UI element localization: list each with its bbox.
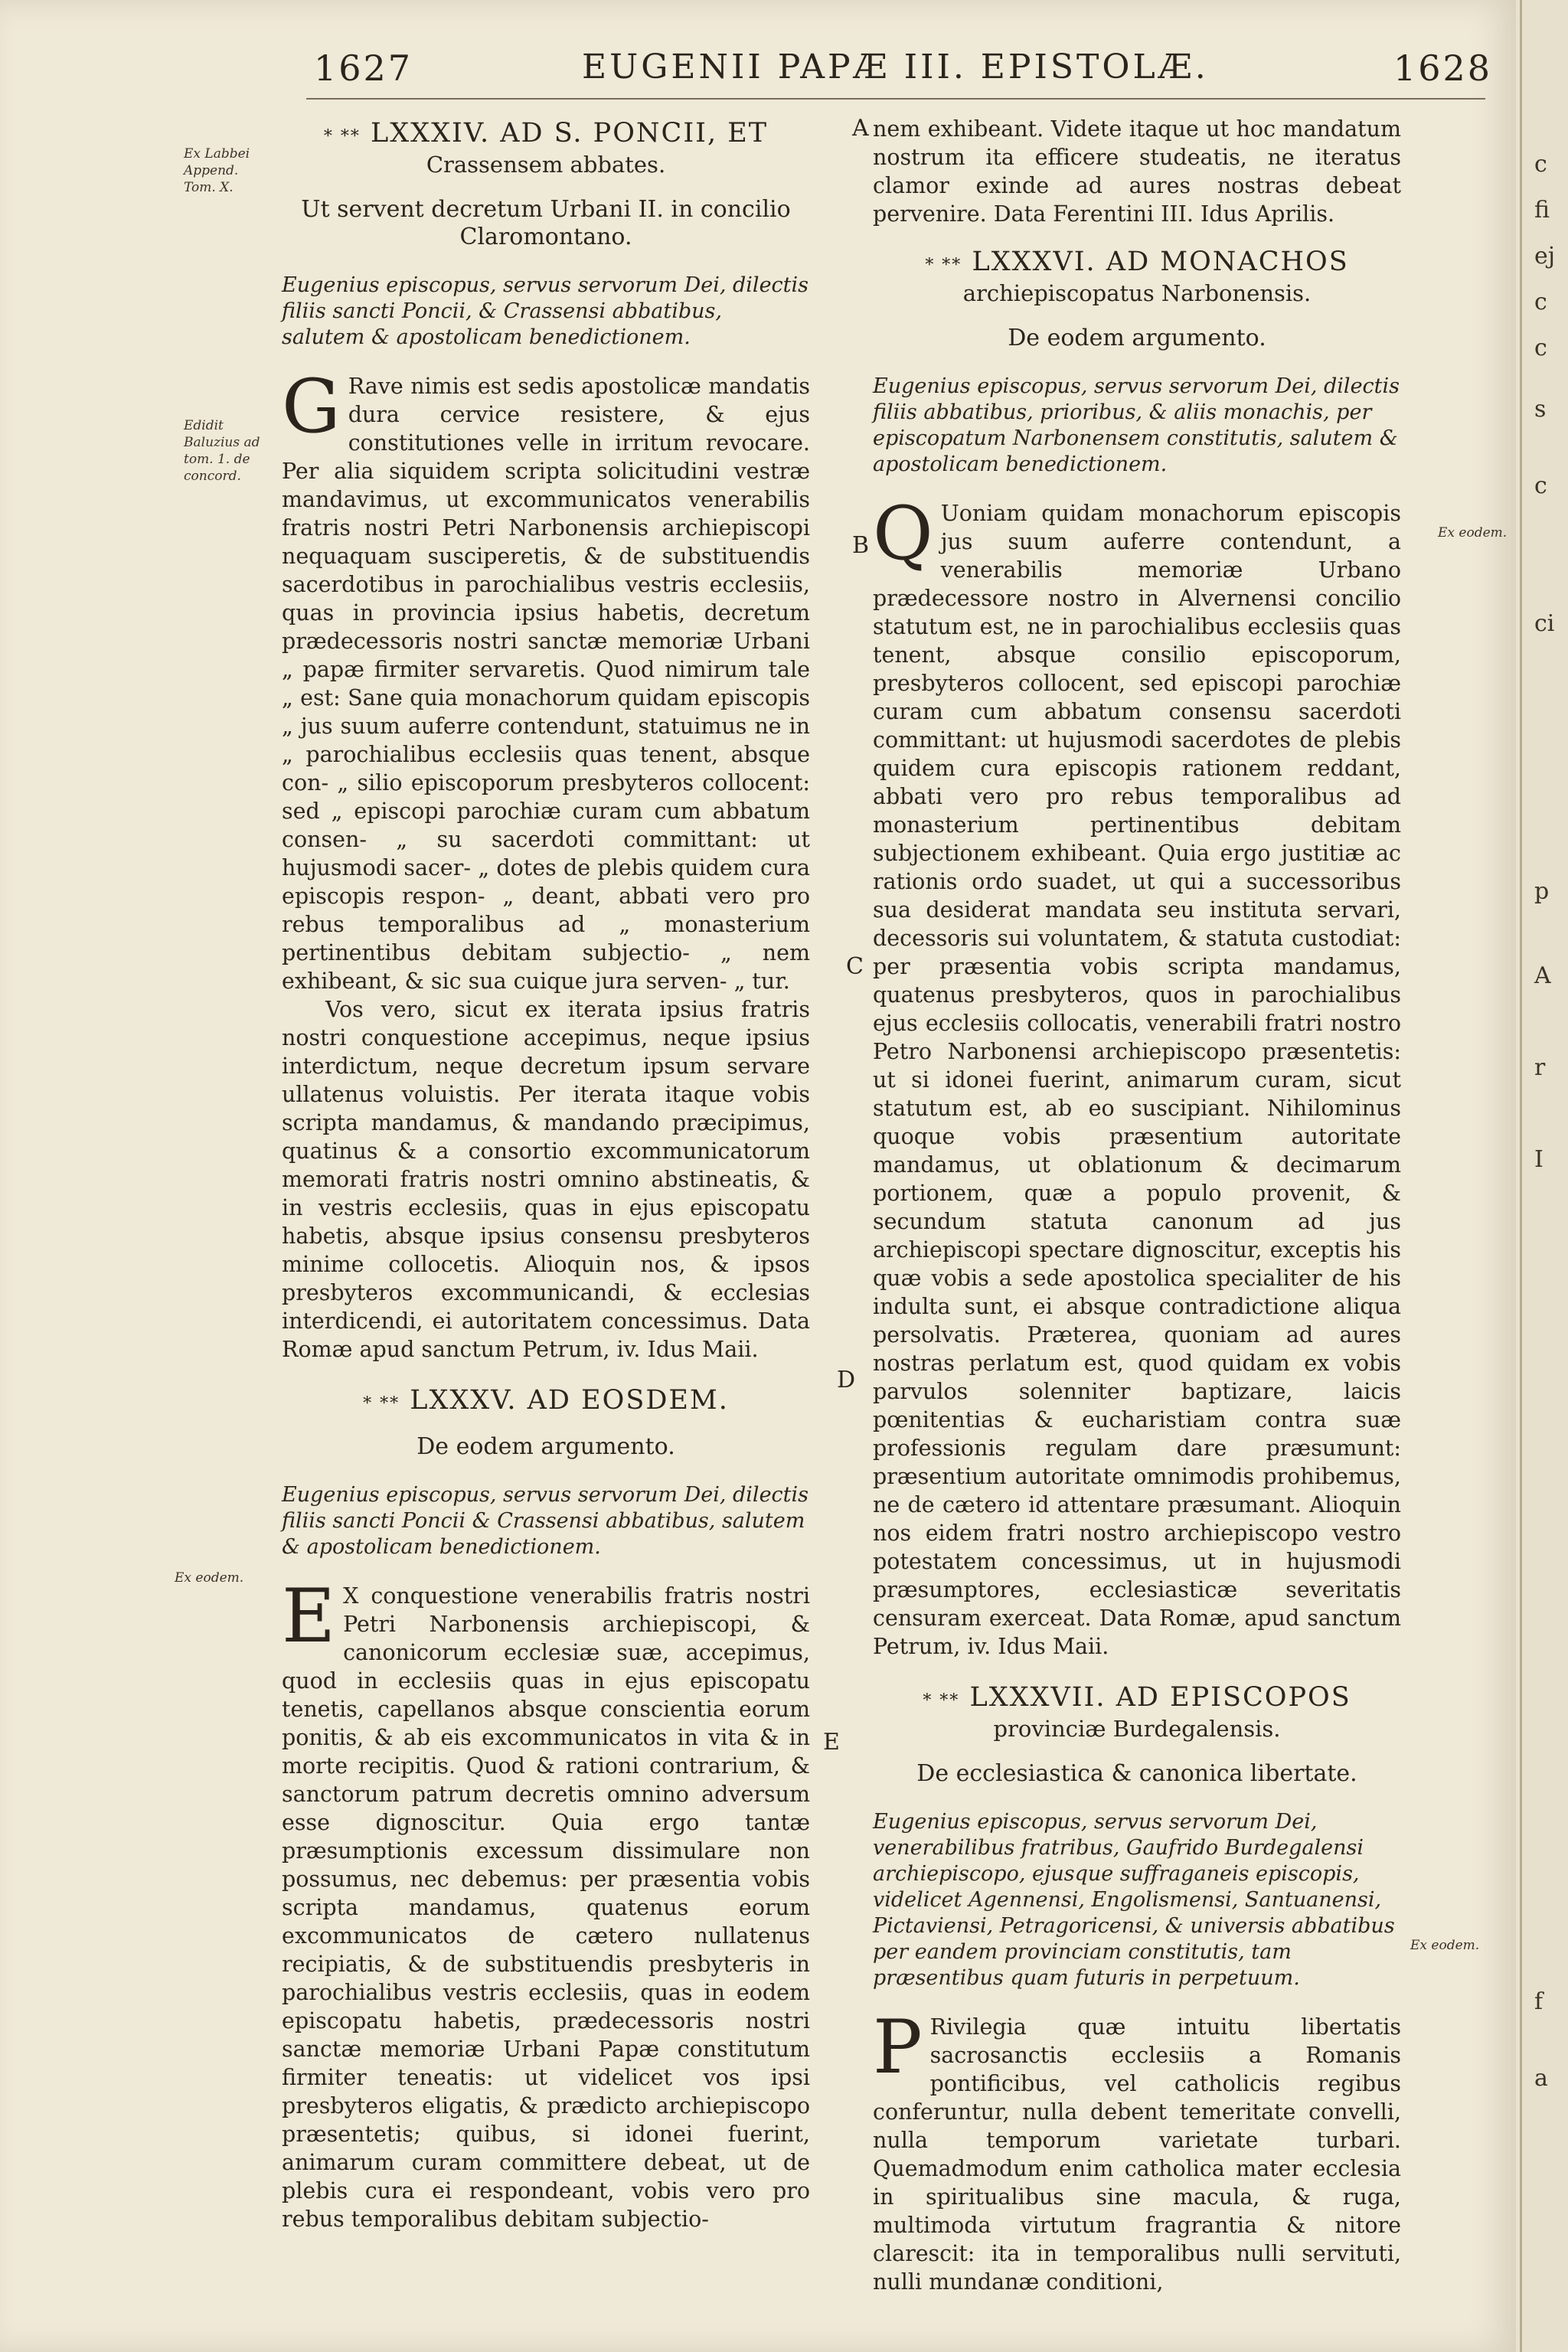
section-letter-c: C — [846, 953, 864, 980]
epistle-86-address: Eugenius episcopus, servus servorum Dei, dilectis filiis abbatibus, prioribus, & aliis monachis, per episcopatum Narbonensem constitutis, salutem & apostolicam benedictionem. — [873, 374, 1400, 476]
epistle-86-subtitle: archiepiscopatus Narbonensis. — [962, 280, 1312, 306]
epistle-84-body — [282, 364, 810, 1364]
epistle-87-paragraph: Rivilegia quæ intuitu libertatis sacrosanctis ecclesiis a Romanis pontificibus, vel catholicis regibus conferuntur, nulla debent temeritate convelli, nulla temporum varietate turbari. Quemadmodum enim catholica mater ecclesia in spiritualibus sine macula, & ruga, multimoda virtutum fragrantia & nitore clarescit: ita in temporalibus nulli servituti, nulli mundanæ conditioni, — [873, 2014, 1401, 2295]
drop-cap-q: Q — [873, 491, 933, 577]
margin-note-source: Ex Labbei Append. Tom. X. — [184, 146, 250, 195]
fragment-7: c — [1534, 472, 1547, 499]
epistle-84-summary: Ut servent decretum Urbani II. in concilio Claromontano. — [301, 196, 791, 250]
epistle-87-body — [873, 2004, 1401, 2296]
page-number-left: 1627 — [314, 47, 413, 89]
margin-note-ex-eodem-right-2: Ex eodem. — [1410, 1938, 1480, 1953]
fragment-4: c — [1534, 289, 1547, 315]
epistle-87-address: Eugenius episcopus, servus servorum Dei, venerabilibus fratribus, Gaufrido Burdegalensi archiepiscopo, ejusque suffraganeis episcopis, videlicet Agennensi, Engolismensi, Santuanensi, Pictaviensi, Petragoricensi, & universis abbatibus per eandem provinciam constitutis, tam præsentibus quam futuris in perpetuum. — [873, 1810, 1395, 1990]
section-letter-a: A — [852, 115, 869, 142]
epistle-86-body — [873, 491, 1401, 1661]
epistle-87-summary: De ecclesiastica & canonica libertate. — [916, 1760, 1357, 1787]
facing-page-edge — [1520, 0, 1568, 2352]
right-column — [873, 115, 1401, 2319]
epistle-86-paragraph: Uoniam quidam monachorum episcopis jus suum auferre contendunt, a venerabilis memoriæ Urbano prædecessore nostro in Alvernensi concilio statutum est, ne in parochialibus ecclesiis quas tenent, absque consilio episcoporum, presbyteros collocent, sed episcopi parochiæ curam cum abbatum consensu sacerdoti committant: ut hujusmodi sacerdotes de plebis quidem cura episcopis rationem reddant, abbati vero pro rebus temporalibus ad monasterium pertinentibus debitam subjectionem exhibeant. Quia ergo justitiæ ac rationis ordo suadet, ut qui a successoribus sua desiderat mandata seu instituta servari, decessoris sui voluntatem, & statuta custodiat: per præsentia vobis scripta mandamus, quatenus presbyteros, quos in parochialibus ejus ecclesiis collocatis, venerabili fratri nostro Petro Narbonensi archiepiscopo præsentetis: ut si idonei fuerint, animarum curam, sicut statutum est, ab eo suscipiant. Nihilominus quoque vobis præsentium autoritate mandamus, ut oblationum & decimarum portionem, quæ a populo provenit, & secundum statuta canonum ad jus archiepiscopi spectare dignoscitur, exceptis his quæ vobis a sede apostolica specialiter de his indulta sunt, ei absque contradictione aliqua persolvatis. Præterea, quoniam ad aures nostras perlatum est, quod quidam ex vobis parvulos solenniter baptizare, laicis pœnitentias & eucharistiam contra suæ professionis regulam dare præsumunt: præsentium autoritate omnimodis prohibemus, ne de cætero id attentare præsumant. Alioquin nos eidem fratri nostro archiepiscopo vestro potestatem concessimus, ut in hujusmodi præsumptores, ecclesiasticæ severitatis censuram exerceat. Data Romæ, apud sanctum Petrum, iv. Idus Maii. — [873, 501, 1401, 1659]
fragment-8: ci — [1534, 610, 1555, 637]
fragment-3: ej — [1534, 243, 1556, 270]
margin-note-edidit: Edidit Baluzius ad tom. 1. de concord. — [184, 418, 260, 484]
epistle-84-paragraph-1: Rave nimis est sedis apostolicæ mandatis dura cervice resistere, & ejus constitutiones velle in irritum revocare. Per alia siquidem scripta solicitudini vestræ mandavimus, ut excommunicatos venerabilis fratris nostri Petri Narbonensis archiepiscopi nequaquam susciperetis, & de substituendis sacerdotibus in parochialibus vestris ecclesiis, quas in provincia ipsius habetis, decretum prædecessoris nostri sanctæ memoriæ Urbani „ papæ firmiter servaretis. Quod nimirum tale „ est: Sane quia monachorum quidam episcopis „ jus suum auferre contendunt, statuimus ne in „ parochialibus ecclesiis quas tenent, absque con- „ silio episcoporum presbyteros collocent: sed „ episcopi parochiæ curam cum abbatum consen- „ su sacerdoti committant: ut hujusmodi sacer- „ dotes de plebis quidem cura episcopis respon- „ deant, abbati vero pro rebus temporalibus ad „ monasterium pertinentibus debitam subjectio- „ nem exhibeant, & sic sua cuique jura serven- „ tur. — [282, 374, 810, 994]
epistle-86-title: * ** LXXXVI. AD MONACHOS — [925, 247, 1349, 277]
fragment-9: p — [1534, 878, 1550, 905]
page-number-right: 1628 — [1393, 47, 1493, 89]
fragment-11: r — [1534, 1054, 1546, 1081]
epistle-85-body — [282, 1573, 810, 2233]
epistle-85-address: Eugenius episcopus, servus servorum Dei, dilectis filiis sancti Poncii & Crassensi abbatibus, salutem & apostolicam benedictionem. — [282, 1483, 809, 1559]
drop-cap-p: P — [873, 2004, 923, 2090]
section-letter-d: D — [837, 1367, 856, 1393]
fragment-12: I — [1534, 1146, 1544, 1173]
left-column — [282, 115, 810, 2256]
fragment-6: s — [1534, 396, 1547, 423]
epistle-85-title: * ** LXXXV. AD EOSDEM. — [363, 1385, 729, 1416]
running-title: EUGENII PAPÆ III. EPISTOLÆ. — [582, 47, 1209, 87]
margin-note-ex-eodem: Ex eodem. — [175, 1570, 244, 1586]
epistle-85-summary: De eodem argumento. — [416, 1433, 675, 1460]
section-letter-b: B — [852, 532, 870, 559]
section-letter-e: E — [823, 1729, 840, 1756]
epistle-87-subtitle: provinciæ Burdegalensis. — [993, 1716, 1281, 1742]
epistle-84-title: * ** LXXXIV. AD S. PONCII, ET — [323, 118, 769, 149]
epistle-87-title: * ** LXXXVII. AD EPISCOPOS — [923, 1682, 1351, 1713]
fragment-14: a — [1534, 2065, 1548, 2092]
drop-cap-e: E — [282, 1573, 336, 1659]
drop-cap-g: G — [282, 364, 341, 449]
margin-note-ex-eodem-right: Ex eodem. — [1438, 525, 1508, 541]
epistle-84-address: Eugenius episcopus, servus servorum Dei, dilectis filiis sancti Poncii, & Crassensi abbatibus, salutem & apostolicam benedictionem. — [282, 273, 809, 349]
fragment-2: fi — [1534, 197, 1550, 224]
fragment-13: f — [1534, 1988, 1544, 2015]
epistle-85-paragraph: X conquestione venerabilis fratris nostri Petri Narbonensis archiepiscopi, & canonicorum ecclesiæ suæ, accepimus, quod in ecclesiis quas in ejus episcopatu tenetis, capellanos absque conscientia eorum ponitis, & ab eis excommunicatos in vita & in morte recipitis. Quod & rationi contrarium, & sanctorum patrum decretis omnino adversum esse dignoscitur. Quia ergo tantæ præsumptionis excessum dissimulare non possumus, nec debemus: per præsentia vobis scripta mandamus, quatenus eorum excommunicatos de cætero nullatenus recipiatis, & de substituendis presbyteris in parochialibus vestris ecclesiis, quas in eodem episcopatu habetis, prædecessoris nostri sanctæ memoriæ Urbani Papæ constitutum firmiter teneatis: ut videlicet vos ipsi presbyteros eligatis, & prædicto archiepiscopo præsentetis; quibus, si idonei fuerint, animarum curam committere debeat, ut de plebis cura ei respondeant, vobis vero pro rebus temporalibus debitam subjectio- — [282, 1583, 810, 2232]
fragment-1: c — [1534, 151, 1547, 178]
header-rule — [306, 98, 1485, 100]
epistle-84-paragraph-2: Vos vero, sicut ex iterata ipsius fratris nostri conquestione accepimus, neque ipsius interdictum, neque decretum ipsum servare ullatenus voluistis. Per iterata itaque vobis scripta mandamus, & mandando præcipimus, quatinus & a consortio excommunicatorum memorati fratris nostri omnino abstineatis, & in vestris ecclesiis, quas in ejus episcopatu habetis, absque ipsius consensu presbyteros minime collocetis. Alioquin nos, & ipsos presbyteros excommunicandi, & ecclesias interdicendi, ei autoritatem concessimus. Data Romæ apud sanctum Petrum, iv. Idus Maii. — [282, 997, 810, 1362]
fragment-10: A — [1534, 962, 1551, 989]
epistle-86-summary: De eodem argumento. — [1008, 325, 1266, 351]
fragment-5: c — [1534, 335, 1547, 361]
epistle-84-subtitle: Crassensem abbates. — [426, 152, 666, 178]
epistle-85-continuation: nem exhibeant. Videte itaque ut hoc mandatum nostrum ita efficere studeatis, ne iteratus clamor exinde ad aures nostras debeat pervenire. Data Ferentini III. Idus Aprilis. — [873, 116, 1401, 227]
